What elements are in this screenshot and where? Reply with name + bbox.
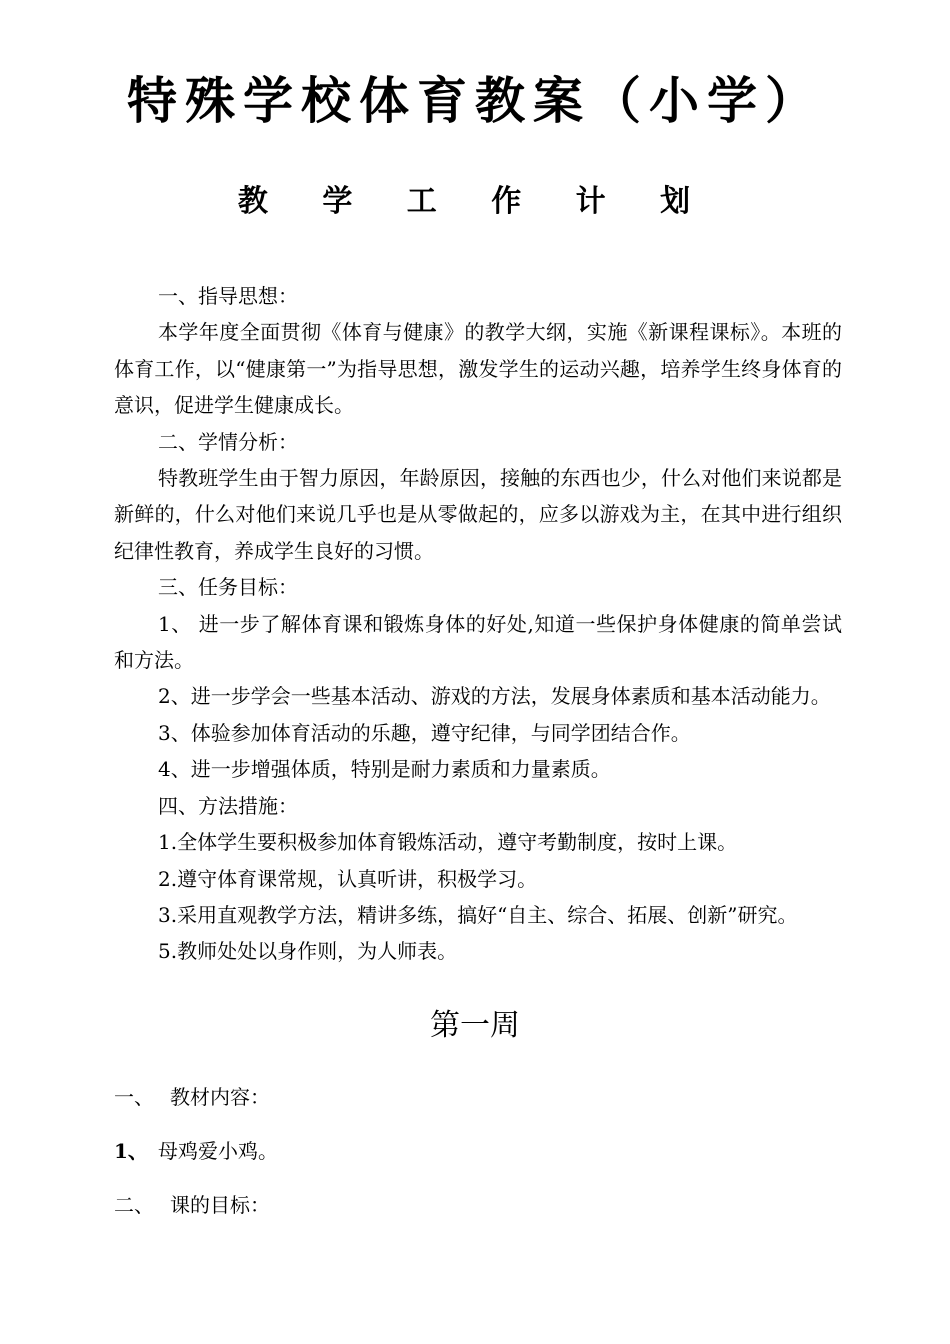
lesson-item-number: 一、: [114, 1085, 154, 1109]
paragraph: 本学年度全面贯彻《体育与健康》的教学大纲，实施《新课程课标》。本班的体育工作，以“健康第一”为指导思想，激发学生的运动兴趣，培养学生终身体育的意识，促进学生健康成长。: [114, 320, 842, 418]
section-heading: 三、任务目标：: [158, 575, 298, 600]
lesson-item-text: 母鸡爱小鸡。: [158, 1139, 278, 1163]
lesson-item-text: 课的目标：: [170, 1193, 270, 1217]
section-heading: 一、指导思想：: [158, 284, 298, 308]
paragraph: 特教班学生由于智力原因，年龄原因，接触的东西也少，什么对他们来说都是新鲜的，什么对他们来说几乎也是从零做起的，应多以游戏为主，在其中进行组织纪律性教育，养成学生良好的习惯。: [114, 466, 842, 563]
lesson-item: [114, 1190, 270, 1220]
paragraph: 1.全体学生要积极参加体育锻炼活动，遵守考勤制度，按时上课。: [158, 830, 738, 855]
week-title: 第一周: [430, 1008, 520, 1043]
paragraph: 2、进一步学会一些基本活动、游戏的方法，发展身体素质和基本活动能力。: [158, 684, 831, 709]
paragraph: 4、进一步增强体质，特别是耐力素质和力量素质。: [158, 757, 611, 782]
paragraph: 2.遵守体育课常规，认真听讲，积极学习。: [158, 866, 538, 891]
lesson-item: [114, 1136, 278, 1166]
lesson-item: [114, 1082, 270, 1112]
section-heading: 二、学情分析：: [158, 429, 298, 454]
paragraph: 1、 进一步了解体育课和锻炼身体的好处,知道一些保护身体健康的简单尝试和方法。: [114, 611, 842, 673]
document-subtitle: 教 学 工 作 计 划: [237, 184, 713, 219]
section-heading: 四、方法措施：: [158, 793, 298, 818]
paragraph: 3、体验参加体育活动的乐趣，遵守纪律，与同学团结合作。: [158, 720, 691, 745]
paragraph: 5.教师处处以身作则，为人师表。: [158, 939, 458, 964]
document-title: 特殊学校体育教案（小学）: [127, 72, 823, 130]
paragraph: 3.采用直观教学方法，精讲多练，搞好“自主、综合、拓展、创新”研究。: [158, 902, 798, 927]
plan-body: [114, 278, 842, 970]
lesson-item-number: 二、: [114, 1193, 154, 1217]
lesson-item-text: 教材内容：: [170, 1085, 270, 1109]
lesson-item-number: 1、: [114, 1139, 148, 1163]
